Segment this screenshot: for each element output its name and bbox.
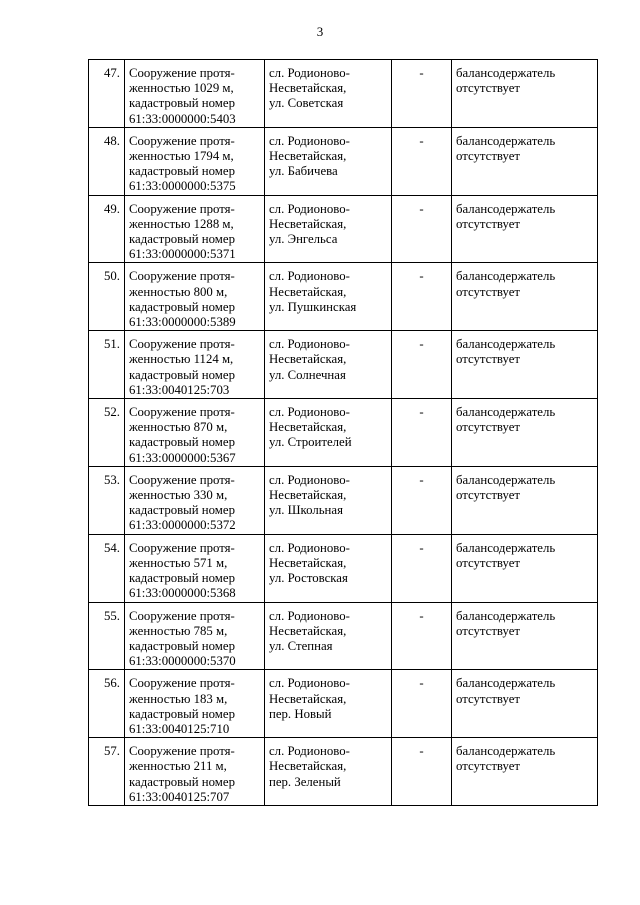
structure-address-line: Несветайская, <box>269 216 347 231</box>
empty-value-dash: - <box>392 534 452 602</box>
structure-description <box>125 466 265 534</box>
empty-value-dash: - <box>392 738 452 806</box>
table-row <box>89 738 598 806</box>
table-row <box>89 331 598 399</box>
structure-description <box>125 60 265 128</box>
structure-description-line: Сооружение протя- <box>129 201 235 216</box>
balance-holder <box>452 670 598 738</box>
structure-description-line: женностью 1794 м, <box>129 149 234 164</box>
structure-description-line: 61:33:0000000:5370 <box>129 654 236 669</box>
structure-address <box>265 738 392 806</box>
balance-holder <box>452 466 598 534</box>
structure-description-line: Сооружение протя- <box>129 540 235 555</box>
structure-address-line: ул. Ростовская <box>269 571 348 586</box>
structure-description-line: кадастровый номер <box>129 503 235 518</box>
empty-value-dash: - <box>392 195 452 263</box>
table-row <box>89 602 598 670</box>
structure-address <box>265 331 392 399</box>
structure-description <box>125 602 265 670</box>
row-number: 53. <box>89 466 125 534</box>
structure-description-line: кадастровый номер <box>129 164 235 179</box>
empty-value-dash: - <box>392 670 452 738</box>
structure-address-line: ул. Пушкинская <box>269 299 357 314</box>
balance-holder-line: отсутствует <box>456 759 521 774</box>
balance-holder-line: балансодержатель <box>456 337 556 352</box>
structure-address-line: Несветайская, <box>269 759 347 774</box>
structure-address <box>265 534 392 602</box>
table-row <box>89 195 598 263</box>
structure-address-line: пер. Новый <box>269 706 332 721</box>
row-number: 48. <box>89 127 125 195</box>
table-row <box>89 466 598 534</box>
structure-address <box>265 60 392 128</box>
table-row <box>89 399 598 467</box>
structure-address-line: ул. Строителей <box>269 435 352 450</box>
balance-holder <box>452 534 598 602</box>
row-number: 51. <box>89 331 125 399</box>
structure-description-line: женностью 571 м, <box>129 555 228 570</box>
balance-holder-line: балансодержатель <box>456 472 556 487</box>
balance-holder-line: отсутствует <box>456 149 521 164</box>
structure-address-line: Несветайская, <box>269 81 347 96</box>
structure-address-line: ул. Советская <box>269 96 344 111</box>
structure-address-line: сл. Родионово- <box>269 608 350 623</box>
structure-description-line: 61:33:0040125:710 <box>129 721 230 736</box>
structure-description-line: кадастровый номер <box>129 367 235 382</box>
structure-address-line: ул. Солнечная <box>269 367 346 382</box>
structure-address-line: ул. Бабичева <box>269 164 338 179</box>
structure-description-line: 61:33:0000000:5403 <box>129 111 236 126</box>
structure-description <box>125 195 265 263</box>
structure-description <box>125 670 265 738</box>
structure-description-line: женностью 785 м, <box>129 623 228 638</box>
row-number: 47. <box>89 60 125 128</box>
structure-description-line: кадастровый номер <box>129 638 235 653</box>
balance-holder <box>452 331 598 399</box>
row-number: 56. <box>89 670 125 738</box>
structure-description-line: 61:33:0000000:5389 <box>129 315 236 330</box>
row-number: 57. <box>89 738 125 806</box>
structure-description-line: женностью 1124 м, <box>129 352 234 367</box>
balance-holder-line: отсутствует <box>456 488 521 503</box>
structure-description-line: женностью 1029 м, <box>129 81 234 96</box>
structure-address <box>265 602 392 670</box>
balance-holder <box>452 127 598 195</box>
structure-address-line: сл. Родионово- <box>269 66 350 80</box>
structure-description-line: 61:33:0000000:5372 <box>129 518 236 533</box>
structure-address-line: сл. Родионово- <box>269 133 350 148</box>
balance-holder-line: балансодержатель <box>456 676 556 691</box>
structure-description-line: Сооружение протя- <box>129 66 235 80</box>
structure-description-line: 61:33:0000000:5367 <box>129 450 236 465</box>
structure-description <box>125 331 265 399</box>
structure-description-line: кадастровый номер <box>129 299 235 314</box>
structure-description-line: 61:33:0040125:707 <box>129 789 230 804</box>
row-number: 54. <box>89 534 125 602</box>
balance-holder <box>452 602 598 670</box>
row-number: 55. <box>89 602 125 670</box>
structure-description-line: Сооружение протя- <box>129 133 235 148</box>
structure-description-line: Сооружение протя- <box>129 337 235 352</box>
balance-holder-line: отсутствует <box>456 216 521 231</box>
row-number: 49. <box>89 195 125 263</box>
structure-address-line: сл. Родионово- <box>269 405 350 420</box>
balance-holder-line: балансодержатель <box>456 133 556 148</box>
structure-address-line: Несветайская, <box>269 691 347 706</box>
table-row <box>89 127 598 195</box>
balance-holder-line: балансодержатель <box>456 540 556 555</box>
row-number: 52. <box>89 399 125 467</box>
page-number: 3 <box>316 24 324 39</box>
structure-description-line: женностью 870 м, <box>129 420 228 435</box>
table-row <box>89 60 598 128</box>
structure-description-line: женностью 1288 м, <box>129 216 234 231</box>
empty-value-dash: - <box>392 127 452 195</box>
structure-address <box>265 399 392 467</box>
balance-holder-line: отсутствует <box>456 81 521 96</box>
balance-holder-line: балансодержатель <box>456 744 556 759</box>
balance-holder <box>452 195 598 263</box>
balance-holder-line: отсутствует <box>456 352 521 367</box>
balance-holder-line: отсутствует <box>456 555 521 570</box>
empty-value-dash: - <box>392 60 452 128</box>
balance-holder <box>452 738 598 806</box>
structure-description-line: 61:33:0040125:703 <box>129 382 230 397</box>
structure-address-line: ул. Энгельса <box>269 232 338 247</box>
structure-address-line: Несветайская, <box>269 488 347 503</box>
structure-description-line: Сооружение протя- <box>129 405 235 420</box>
structure-address-line: сл. Родионово- <box>269 540 350 555</box>
structure-description <box>125 127 265 195</box>
structure-address <box>265 263 392 331</box>
balance-holder-line: балансодержатель <box>456 405 556 420</box>
structure-description-line: женностью 800 м, <box>129 284 228 299</box>
structure-description-line: женностью 330 м, <box>129 488 228 503</box>
structure-description-line: Сооружение протя- <box>129 608 235 623</box>
balance-holder-line: балансодержатель <box>456 608 556 623</box>
structure-description-line: кадастровый номер <box>129 232 235 247</box>
balance-holder-line: отсутствует <box>456 420 521 435</box>
structure-description-line: кадастровый номер <box>129 706 235 721</box>
property-registry-table <box>88 59 598 806</box>
structure-address-line: сл. Родионово- <box>269 676 350 691</box>
structure-description-line: 61:33:0000000:5371 <box>129 247 236 262</box>
balance-holder-line: балансодержатель <box>456 201 556 216</box>
structure-address-line: Несветайская, <box>269 284 347 299</box>
structure-address-line: сл. Родионово- <box>269 269 350 284</box>
structure-address-line: Несветайская, <box>269 420 347 435</box>
balance-holder-line: отсутствует <box>456 284 521 299</box>
structure-description <box>125 534 265 602</box>
structure-address-line: ул. Степная <box>269 638 333 653</box>
structure-description-line: кадастровый номер <box>129 774 235 789</box>
structure-description-line: женностью 183 м, <box>129 691 228 706</box>
structure-address <box>265 466 392 534</box>
structure-description <box>125 738 265 806</box>
balance-holder-line: балансодержатель <box>456 269 556 284</box>
structure-description-line: 61:33:0000000:5368 <box>129 586 236 601</box>
structure-address-line: Несветайская, <box>269 149 347 164</box>
structure-description-line: Сооружение протя- <box>129 472 235 487</box>
balance-holder-line: балансодержатель <box>456 66 556 80</box>
empty-value-dash: - <box>392 263 452 331</box>
structure-address-line: сл. Родионово- <box>269 337 350 352</box>
structure-description-line: Сооружение протя- <box>129 269 235 284</box>
structure-address-line: пер. Зеленый <box>269 774 341 789</box>
structure-address-line: сл. Родионово- <box>269 201 350 216</box>
structure-address-line: сл. Родионово- <box>269 472 350 487</box>
structure-address-line: сл. Родионово- <box>269 744 350 759</box>
structure-description-line: Сооружение протя- <box>129 744 235 759</box>
structure-address-line: Несветайская, <box>269 555 347 570</box>
structure-address <box>265 195 392 263</box>
balance-holder-line: отсутствует <box>456 623 521 638</box>
row-number: 50. <box>89 263 125 331</box>
structure-address-line: Несветайская, <box>269 352 347 367</box>
structure-description-line: женностью 211 м, <box>129 759 227 774</box>
empty-value-dash: - <box>392 331 452 399</box>
table-row <box>89 263 598 331</box>
table-row <box>89 670 598 738</box>
balance-holder <box>452 399 598 467</box>
structure-address <box>265 127 392 195</box>
structure-description-line: Сооружение протя- <box>129 676 235 691</box>
structure-description-line: кадастровый номер <box>129 435 235 450</box>
balance-holder <box>452 263 598 331</box>
structure-description-line: кадастровый номер <box>129 96 235 111</box>
empty-value-dash: - <box>392 399 452 467</box>
structure-description-line: кадастровый номер <box>129 571 235 586</box>
table-row <box>89 534 598 602</box>
structure-description-line: 61:33:0000000:5375 <box>129 179 236 194</box>
empty-value-dash: - <box>392 602 452 670</box>
structure-description <box>125 263 265 331</box>
registry-rows <box>89 60 598 806</box>
balance-holder <box>452 60 598 128</box>
structure-address <box>265 670 392 738</box>
balance-holder-line: отсутствует <box>456 691 521 706</box>
structure-description <box>125 399 265 467</box>
structure-address-line: ул. Школьная <box>269 503 343 518</box>
structure-address-line: Несветайская, <box>269 623 347 638</box>
empty-value-dash: - <box>392 466 452 534</box>
